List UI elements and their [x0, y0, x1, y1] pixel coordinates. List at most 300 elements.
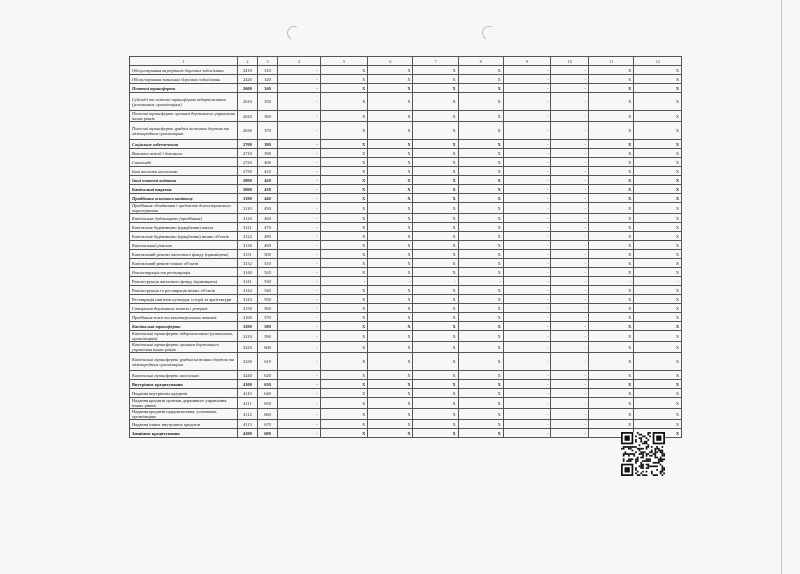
value-cell: - — [278, 185, 321, 194]
value-cell: - — [551, 409, 589, 420]
value-cell: X — [320, 203, 368, 214]
table-row — [130, 342, 682, 353]
row-line-number: 620 — [257, 371, 277, 380]
value-cell: - — [503, 140, 551, 149]
row-code: 2710 — [237, 149, 257, 158]
value-cell: - — [551, 268, 589, 277]
table-row — [130, 93, 682, 111]
value-cell: - — [503, 75, 551, 84]
value-cell: - — [278, 167, 321, 176]
value-cell: X — [589, 176, 634, 185]
value-cell: X — [458, 371, 503, 380]
value-cell: X — [413, 304, 458, 313]
value-cell: - — [551, 398, 589, 409]
value-cell: X — [413, 331, 458, 342]
value-cell: X — [368, 420, 413, 429]
value-cell: X — [368, 389, 413, 398]
value-cell: - — [503, 194, 551, 203]
value-cell: X — [589, 194, 634, 203]
value-cell: - — [278, 75, 321, 84]
row-code: 3121 — [237, 223, 257, 232]
column-number-cell: 12 — [634, 57, 682, 66]
value-cell: X — [320, 232, 368, 241]
row-label: Капітальне будівництво (придбання) інших об'єктів — [130, 232, 238, 241]
value-cell: - — [551, 389, 589, 398]
value-cell: - — [551, 232, 589, 241]
value-cell: - — [503, 286, 551, 295]
row-label: Внутрішнє кредитування — [130, 380, 238, 389]
value-cell: X — [320, 353, 368, 371]
row-code: 3143 — [237, 295, 257, 304]
value-cell: X — [320, 286, 368, 295]
value-cell: X — [368, 380, 413, 389]
row-label: Придбання обладнання і предметів довгострокового користування — [130, 203, 238, 214]
row-line-number: 600 — [257, 342, 277, 353]
row-code: 3141 — [237, 277, 257, 286]
row-label: Капітальні трансферти — [130, 322, 238, 331]
value-cell: - — [551, 295, 589, 304]
value-cell: - — [503, 331, 551, 342]
row-line-number: 480 — [257, 232, 277, 241]
value-cell: X — [320, 158, 368, 167]
value-cell: - — [503, 232, 551, 241]
value-cell: X — [458, 194, 503, 203]
value-cell: X — [368, 75, 413, 84]
column-number-cell: 6 — [368, 57, 413, 66]
row-code: 2800 — [237, 176, 257, 185]
value-cell: - — [551, 286, 589, 295]
table-row — [130, 286, 682, 295]
row-line-number: 450 — [257, 203, 277, 214]
table-row — [130, 398, 682, 409]
value-cell: X — [368, 167, 413, 176]
value-cell: X — [368, 158, 413, 167]
value-cell: X — [589, 420, 634, 429]
column-number-row — [130, 57, 682, 66]
table-row — [130, 194, 682, 203]
value-cell: X — [458, 250, 503, 259]
value-cell: X — [589, 353, 634, 371]
value-cell: X — [368, 93, 413, 111]
value-cell: X — [589, 268, 634, 277]
value-cell: X — [368, 398, 413, 409]
value-cell: X — [320, 194, 368, 203]
row-label: Субсидії та поточні трансферти підприємствам (установам, організаціям) — [130, 93, 238, 111]
row-label: Капітальний ремонт — [130, 241, 238, 250]
table-row — [130, 241, 682, 250]
value-cell: - — [278, 122, 321, 140]
value-cell: - — [278, 295, 321, 304]
value-cell: - — [551, 259, 589, 268]
row-code: 2420 — [237, 75, 257, 84]
value-cell: - — [278, 420, 321, 429]
row-line-number: 660 — [257, 409, 277, 420]
value-cell: - — [503, 389, 551, 398]
value-cell: X — [589, 389, 634, 398]
value-cell: - — [551, 149, 589, 158]
row-code: 3142 — [237, 286, 257, 295]
value-cell: X — [589, 203, 634, 214]
row-line-number: 390 — [257, 149, 277, 158]
value-cell: X — [589, 66, 634, 75]
value-cell: X — [320, 331, 368, 342]
value-cell: X — [413, 371, 458, 380]
row-code: 3130 — [237, 241, 257, 250]
value-cell: X — [634, 295, 682, 304]
row-line-number: 560 — [257, 304, 277, 313]
row-code: 2410 — [237, 66, 257, 75]
value-cell: - — [551, 84, 589, 93]
row-code: 2720 — [237, 158, 257, 167]
value-cell: X — [634, 380, 682, 389]
row-label: Поточні трансферти урядам іноземних держав та міжнародним організаціям — [130, 122, 238, 140]
value-cell: X — [458, 111, 503, 122]
row-label: Капітальні трансферти урядам іноземних держав та міжнародним організаціям — [130, 353, 238, 371]
row-code: 4100 — [237, 380, 257, 389]
value-cell: X — [634, 304, 682, 313]
value-cell: X — [458, 167, 503, 176]
value-cell: X — [458, 295, 503, 304]
row-line-number: 470 — [257, 223, 277, 232]
value-cell: - — [551, 122, 589, 140]
value-cell: - — [278, 158, 321, 167]
value-cell: X — [413, 66, 458, 75]
punch-hole-mark — [285, 24, 303, 42]
row-code: 4112 — [237, 409, 257, 420]
value-cell: X — [368, 194, 413, 203]
value-cell: X — [458, 259, 503, 268]
value-cell: - — [589, 277, 634, 286]
value-cell: X — [368, 353, 413, 371]
value-cell: X — [368, 176, 413, 185]
value-cell: - — [413, 277, 458, 286]
value-cell: - — [551, 371, 589, 380]
value-cell: - — [278, 149, 321, 158]
value-cell: X — [634, 149, 682, 158]
value-cell: X — [368, 111, 413, 122]
value-cell: - — [278, 176, 321, 185]
value-cell: - — [503, 214, 551, 223]
value-cell: X — [458, 331, 503, 342]
value-cell: - — [278, 250, 321, 259]
value-cell: - — [278, 259, 321, 268]
value-cell: X — [634, 259, 682, 268]
value-cell: X — [368, 241, 413, 250]
value-cell: - — [278, 203, 321, 214]
row-line-number: 400 — [257, 158, 277, 167]
row-line-number: 650 — [257, 398, 277, 409]
row-line-number: 340 — [257, 84, 277, 93]
value-cell: X — [320, 268, 368, 277]
row-code: 4110 — [237, 389, 257, 398]
value-cell: X — [589, 84, 634, 93]
value-cell: X — [589, 223, 634, 232]
value-cell: - — [278, 241, 321, 250]
row-label: Придбання землі та нематеріальних активів — [130, 313, 238, 322]
value-cell: - — [551, 223, 589, 232]
value-cell: X — [413, 167, 458, 176]
value-cell: - — [503, 241, 551, 250]
value-cell: X — [413, 214, 458, 223]
value-cell: X — [320, 259, 368, 268]
row-code: 3210 — [237, 331, 257, 342]
value-cell: - — [551, 429, 589, 438]
value-cell: X — [320, 380, 368, 389]
column-number-cell: 11 — [589, 57, 634, 66]
row-code: 3122 — [237, 232, 257, 241]
row-line-number: 630 — [257, 380, 277, 389]
value-cell: X — [320, 250, 368, 259]
value-cell: - — [278, 111, 321, 122]
value-cell: - — [503, 277, 551, 286]
table-row — [130, 158, 682, 167]
column-number-cell: 9 — [503, 57, 551, 66]
row-code: 2620 — [237, 111, 257, 122]
value-cell: X — [368, 295, 413, 304]
value-cell: - — [278, 277, 321, 286]
value-cell: X — [634, 111, 682, 122]
value-cell: X — [413, 268, 458, 277]
value-cell: X — [634, 214, 682, 223]
value-cell: X — [458, 232, 503, 241]
value-cell: - — [551, 331, 589, 342]
value-cell: - — [278, 268, 321, 277]
value-cell: X — [320, 66, 368, 75]
value-cell: X — [458, 140, 503, 149]
value-cell: - — [551, 75, 589, 84]
row-label: Обслуговування внутрішніх боргових зобов'язань — [130, 66, 238, 75]
value-cell: X — [320, 313, 368, 322]
row-label: Реставрація пам'яток культури, історії та архітектури — [130, 295, 238, 304]
row-label: Стипендії — [130, 158, 238, 167]
value-cell: - — [634, 277, 682, 286]
value-cell: X — [589, 322, 634, 331]
value-cell: X — [320, 111, 368, 122]
value-cell: X — [634, 75, 682, 84]
row-label: Інші виплати населенню — [130, 167, 238, 176]
row-line-number: 460 — [257, 214, 277, 223]
row-label: Соціальне забезпечення — [130, 140, 238, 149]
value-cell: - — [278, 342, 321, 353]
column-number-cell: 1 — [130, 57, 238, 66]
row-code: 3150 — [237, 304, 257, 313]
column-number-cell: 8 — [458, 57, 503, 66]
row-label: Надання кредитів органам державного управління інших рівнів — [130, 398, 238, 409]
value-cell: - — [278, 389, 321, 398]
row-code: 2730 — [237, 167, 257, 176]
value-cell: - — [551, 241, 589, 250]
value-cell: X — [320, 429, 368, 438]
value-cell: - — [278, 371, 321, 380]
row-label: Реконструкція та реставрація інших об'єктів — [130, 286, 238, 295]
row-line-number: 310 — [257, 66, 277, 75]
value-cell: X — [368, 286, 413, 295]
value-cell: X — [589, 380, 634, 389]
row-label: Надання інших внутрішніх кредитів — [130, 420, 238, 429]
value-cell: - — [503, 353, 551, 371]
value-cell: X — [458, 322, 503, 331]
value-cell: X — [458, 241, 503, 250]
row-line-number: 550 — [257, 295, 277, 304]
value-cell: X — [458, 429, 503, 438]
row-code: 3200 — [237, 322, 257, 331]
value-cell: X — [634, 250, 682, 259]
value-cell: X — [634, 268, 682, 277]
value-cell: X — [634, 420, 682, 429]
value-cell: X — [458, 158, 503, 167]
value-cell: - — [551, 380, 589, 389]
value-cell: - — [278, 286, 321, 295]
value-cell: - — [503, 185, 551, 194]
row-line-number: 570 — [257, 313, 277, 322]
value-cell: X — [413, 140, 458, 149]
value-cell: - — [278, 194, 321, 203]
value-cell: X — [320, 140, 368, 149]
value-cell: X — [413, 149, 458, 158]
table-row — [130, 331, 682, 342]
value-cell: X — [589, 158, 634, 167]
row-line-number: 510 — [257, 259, 277, 268]
value-cell: X — [589, 111, 634, 122]
row-line-number: 640 — [257, 389, 277, 398]
table-row — [130, 223, 682, 232]
value-cell: X — [589, 250, 634, 259]
value-cell: X — [368, 304, 413, 313]
value-cell: X — [413, 232, 458, 241]
row-line-number: 530 — [257, 277, 277, 286]
value-cell: - — [278, 66, 321, 75]
value-cell: X — [458, 389, 503, 398]
value-cell: X — [458, 214, 503, 223]
value-cell: - — [551, 342, 589, 353]
value-cell: - — [551, 420, 589, 429]
row-code: 4111 — [237, 398, 257, 409]
value-cell: X — [368, 371, 413, 380]
row-label: Створення державних запасів і резервів — [130, 304, 238, 313]
row-code: 4113 — [237, 420, 257, 429]
row-line-number: 680 — [257, 429, 277, 438]
value-cell: - — [503, 420, 551, 429]
value-cell: X — [589, 75, 634, 84]
row-label: Обслуговування зовнішніх боргових зобов'язань — [130, 75, 238, 84]
value-cell: - — [551, 66, 589, 75]
value-cell: X — [368, 149, 413, 158]
value-cell: X — [413, 75, 458, 84]
value-cell: X — [413, 259, 458, 268]
value-cell: - — [278, 398, 321, 409]
value-cell: - — [503, 167, 551, 176]
value-cell: - — [278, 313, 321, 322]
value-cell: X — [458, 84, 503, 93]
table-row — [130, 122, 682, 140]
row-label: Реконструкція житлового фонду (приміщень) — [130, 277, 238, 286]
value-cell: X — [320, 342, 368, 353]
value-cell: - — [503, 398, 551, 409]
row-code: 3000 — [237, 185, 257, 194]
table-row — [130, 429, 682, 438]
value-cell: X — [634, 185, 682, 194]
value-cell: X — [589, 331, 634, 342]
row-label: Капітальний ремонт житлового фонду (приміщень) — [130, 250, 238, 259]
value-cell: - — [503, 223, 551, 232]
value-cell: X — [413, 111, 458, 122]
value-cell: X — [368, 268, 413, 277]
row-code: 3110 — [237, 203, 257, 214]
value-cell: - — [551, 277, 589, 286]
value-cell: X — [368, 84, 413, 93]
value-cell: X — [589, 140, 634, 149]
value-cell: X — [458, 75, 503, 84]
value-cell: - — [503, 342, 551, 353]
page-edge-line — [781, 0, 782, 574]
table-row — [130, 389, 682, 398]
row-line-number: 420 — [257, 176, 277, 185]
value-cell: X — [368, 203, 413, 214]
value-cell: X — [634, 313, 682, 322]
value-cell: - — [503, 429, 551, 438]
value-cell: - — [503, 158, 551, 167]
row-label: Поточні трансферти — [130, 84, 238, 93]
row-line-number: 520 — [257, 268, 277, 277]
budget-table — [129, 56, 682, 438]
value-cell: X — [368, 140, 413, 149]
value-cell: X — [413, 93, 458, 111]
value-cell: X — [320, 420, 368, 429]
table-row — [130, 277, 682, 286]
row-code: 4200 — [237, 429, 257, 438]
value-cell: X — [634, 286, 682, 295]
value-cell: X — [368, 429, 413, 438]
value-cell: X — [368, 409, 413, 420]
table-row — [130, 353, 682, 371]
row-code: 2630 — [237, 122, 257, 140]
row-line-number: 410 — [257, 167, 277, 176]
value-cell: X — [634, 84, 682, 93]
value-cell: X — [458, 353, 503, 371]
value-cell: - — [278, 380, 321, 389]
column-number-cell: 3 — [257, 57, 277, 66]
row-code: 2700 — [237, 140, 257, 149]
row-label: Капітальні трансферти населенню — [130, 371, 238, 380]
table-row — [130, 232, 682, 241]
row-line-number: 500 — [257, 250, 277, 259]
value-cell: - — [278, 322, 321, 331]
value-cell: X — [589, 409, 634, 420]
value-cell: - — [503, 380, 551, 389]
value-cell: X — [320, 304, 368, 313]
value-cell: X — [589, 313, 634, 322]
value-cell: - — [503, 409, 551, 420]
value-cell: X — [458, 93, 503, 111]
value-cell: X — [634, 398, 682, 409]
table-row — [130, 203, 682, 214]
value-cell: X — [320, 185, 368, 194]
value-cell: X — [589, 295, 634, 304]
row-line-number: 380 — [257, 140, 277, 149]
value-cell: X — [413, 389, 458, 398]
value-cell: - — [503, 176, 551, 185]
value-cell: X — [634, 322, 682, 331]
value-cell: - — [503, 93, 551, 111]
value-cell: - — [551, 158, 589, 167]
row-label: Капітальні видатки — [130, 185, 238, 194]
table-row — [130, 409, 682, 420]
value-cell: X — [413, 84, 458, 93]
value-cell: X — [368, 313, 413, 322]
row-label: Реконструкція та реставрація — [130, 268, 238, 277]
value-cell: - — [278, 84, 321, 93]
value-cell: X — [368, 259, 413, 268]
